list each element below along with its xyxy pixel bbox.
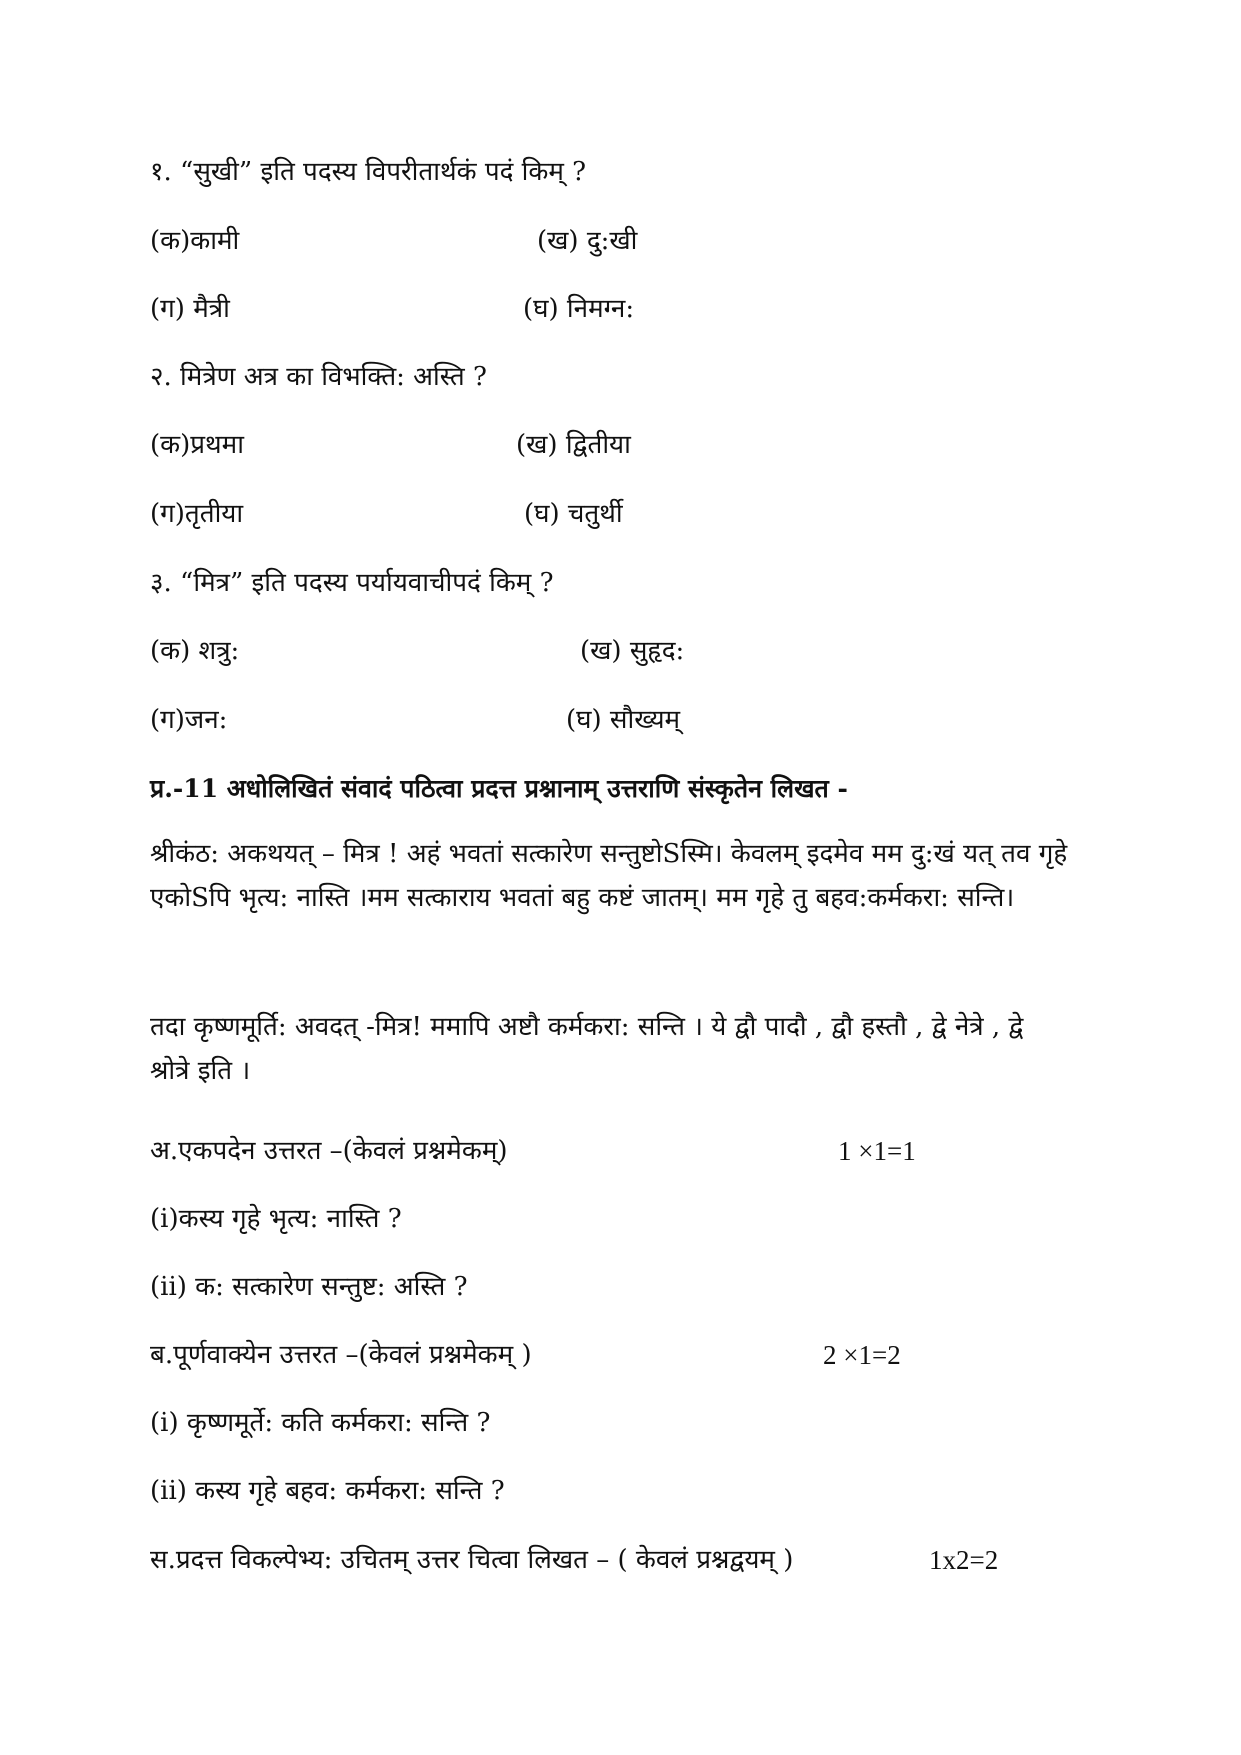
q3-question: ३. “मित्र” इति पदस्य पर्यायवाचीपदं किम् ?	[150, 568, 554, 598]
q1-option-ka: (क)कामी	[150, 226, 240, 256]
part-a-marks: 1 ×1=1	[838, 1136, 916, 1166]
passage-paragraph-2: तदा कृष्णमूर्ति: अवदत् -मित्र! ममापि अष्टौ कर्मकरा: सन्ति । ये द्वौ पादौ , द्वौ हस्तौ , द्वे नेत्रे , द्वे श्रोत्रे इति ।	[150, 1012, 1024, 1086]
q2-option-ga: (ग)तृतीया	[150, 499, 244, 529]
q2-option-kha: (ख) द्वितीया	[516, 430, 631, 460]
part-c-instruction: स.प्रदत्त विकल्पेभ्य: उचितम् उत्तर चित्वा लिखत – ( केवलं प्रश्नद्वयम् )	[150, 1545, 794, 1575]
part-a-question-1: (i)कस्य गृहे भृत्य: नास्ति ?	[150, 1204, 402, 1234]
part-c-marks: 1x2=2	[929, 1545, 999, 1575]
q2-option-gha: (घ) चतुर्थी	[524, 499, 623, 529]
passage-paragraph-1: श्रीकंठ: अकथयत् – मित्र ! अहं भवतां सत्कारेण सन्तुष्टोSस्मि। केवलम् इदमेव मम दु:खं यत् तव गृहे एकोSपि भृत्य: नास्ति ।मम सत्काराय भवतां बहु कष्टं जातम्। मम गृहे तु बहव:कर्मकरा: सन्ति।	[150, 839, 1068, 913]
q2-question: २. मित्रेण अत्र का विभक्ति: अस्ति ?	[150, 362, 487, 392]
q1-option-gha: (घ) निमग्न:	[523, 294, 635, 324]
q1-option-ga: (ग) मैत्री	[150, 294, 230, 324]
q3-option-ka: (क) शत्रु:	[150, 636, 240, 666]
q3-option-gha: (घ) सौख्यम्	[566, 705, 681, 735]
q2-option-ka: (क)प्रथमा	[150, 430, 244, 460]
q1-question: १. “सुखी” इति पदस्य विपरीतार्थकं पदं किम् ?	[150, 157, 587, 187]
part-a-instruction: अ.एकपदेन उत्तरत –(केवलं प्रश्नमेकम्)	[150, 1136, 508, 1166]
part-b-question-2: (ii) कस्य गृहे बहव: कर्मकरा: सन्ति ?	[150, 1476, 505, 1506]
part-b-instruction: ब.पूर्णवाक्येन उत्तरत –(केवलं प्रश्नमेकम् )	[150, 1340, 532, 1370]
part-b-question-1: (i) कृष्णमूर्ते: कति कर्मकरा: सन्ति ?	[150, 1408, 491, 1438]
section-11-heading: प्र.-11 अधोलिखितं संवादं पठित्वा प्रदत्त प्रश्नानाम् उत्तराणि संस्कृतेन लिखत -	[150, 774, 848, 803]
q3-option-kha: (ख) सुहृद:	[580, 636, 685, 666]
part-b-marks: 2 ×1=2	[823, 1340, 901, 1370]
part-a-question-2: (ii) क: सत्कारेण सन्तुष्ट: अस्ति ?	[150, 1272, 468, 1302]
q1-option-kha: (ख) दु:खी	[537, 226, 638, 256]
q3-option-ga: (ग)जन:	[150, 705, 228, 735]
